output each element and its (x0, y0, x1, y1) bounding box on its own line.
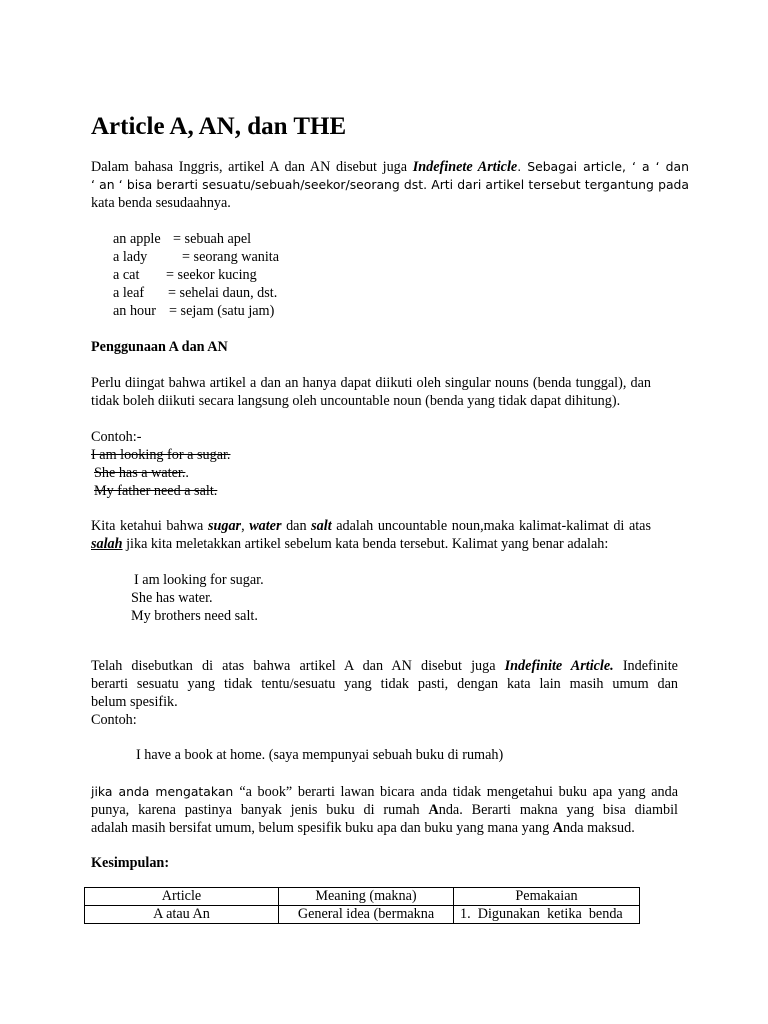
table-header: Article (85, 888, 279, 906)
example-item: a leaf (113, 285, 145, 301)
example-item: a cat (113, 267, 140, 283)
term-water: water (249, 518, 282, 534)
table-cell: 1. Digunakan ketika benda (454, 906, 640, 924)
term-salah: salah (91, 536, 123, 552)
example-meaning: = sehelai daun, dst. (168, 285, 278, 301)
table-header: Meaning (makna) (279, 888, 454, 906)
example-meaning: = sebuah apel (173, 231, 252, 247)
table-cell: A atau An (85, 906, 279, 924)
indefinite-line-3: belum spesifik. (91, 694, 178, 710)
example-item: an hour (113, 303, 156, 319)
correct-example: I am looking for sugar. (134, 572, 264, 588)
contoh-label-2: Contoh: (91, 712, 137, 728)
section1-line-1: Perlu diingat bahwa artikel a dan an hanya dapat diikuti oleh singular nouns (benda tunggal), dan (91, 375, 651, 391)
example-item: an apple (113, 231, 161, 247)
explanation-line-2: salah jika kita meletakkan artikel sebelum kata benda tersebut. Kalimat yang benar adalah: (91, 536, 609, 552)
summary-table (84, 887, 640, 924)
section-heading-penggunaan: Penggunaan A dan AN (91, 339, 228, 355)
term-sugar: sugar (207, 518, 242, 534)
indefinete-article-term: Indefinete Article (412, 159, 518, 175)
book-explanation-line-2: punya, karena pastinya banyak jenis buku di rumah Anda. Berarti makna yang bisa diambil (91, 802, 678, 818)
book-example: I have a book at home. (saya mempunyai sebuah buku di rumah) (136, 747, 504, 763)
kesimpulan-heading: Kesimpulan: (91, 855, 170, 871)
book-explanation-line-1: jika anda mengatakan “a book” berarti lawan bicara anda tidak mengetahui buku apa yang anda (91, 784, 678, 800)
wrong-example: I am looking for a sugar. (91, 447, 231, 463)
example-meaning: = seekor kucing (166, 267, 257, 283)
section1-line-2: tidak boleh diikuti secara langsung oleh uncountable noun (benda yang tidak dapat dihitung). (91, 393, 621, 409)
indefinite-line-2: berarti sesuatu yang tidak tentu/sesuatu yang tidak pasti, dengan kata lain masih umum dan (91, 676, 678, 692)
section1-paragraph (91, 374, 651, 410)
table-cell: General idea (bermakna (279, 906, 454, 924)
table-header-row (85, 888, 640, 906)
explanation-paragraph (91, 517, 651, 553)
explanation-line-1: Kita ketahui bahwa sugar, water dan salt adalah uncountable noun,maka kalimat-kalimat di atas (91, 518, 652, 534)
example-item: a lady (113, 249, 148, 265)
table-row (85, 906, 640, 924)
example-meaning: = seorang wanita (182, 249, 280, 265)
book-explanation (91, 783, 678, 837)
correct-example: She has water. (131, 590, 213, 606)
correct-example: My brothers need salt. (131, 608, 258, 624)
page-title: Article A, AN, dan THE (91, 113, 347, 140)
intro-line-1: Dalam bahasa Inggris, artikel A dan AN disebut juga Indefinete Article. Sebagai article, ‘ a ‘ dan (91, 159, 689, 175)
table-header: Pemakaian (454, 888, 640, 906)
indefinite-paragraph (91, 657, 678, 729)
intro-line-2: ‘ an ‘ bisa berarti sesuatu/sebuah/seekor/seorang dst. Arti dari artikel tersebut tergantung pada (91, 177, 689, 192)
indefinite-article-term: Indefinite Article. (504, 658, 614, 674)
indefinite-line-1: Telah disebutkan di atas bahwa artikel A dan AN disebut juga Indefinite Article. Indefinite (91, 658, 678, 674)
wrong-example: My father need a salt. (94, 483, 218, 499)
contoh-label: Contoh:- (91, 429, 142, 445)
wrong-example: She has a water.. (94, 465, 189, 481)
term-salt: salt (311, 518, 332, 534)
example-meaning: = sejam (satu jam) (169, 303, 275, 319)
intro-paragraph (91, 158, 689, 212)
book-explanation-line-3: adalah masih bersifat umum, belum spesifik buku apa dan buku yang mana yang Anda maksud. (91, 820, 635, 836)
intro-line-3: kata benda sesudaahnya. (91, 195, 231, 211)
